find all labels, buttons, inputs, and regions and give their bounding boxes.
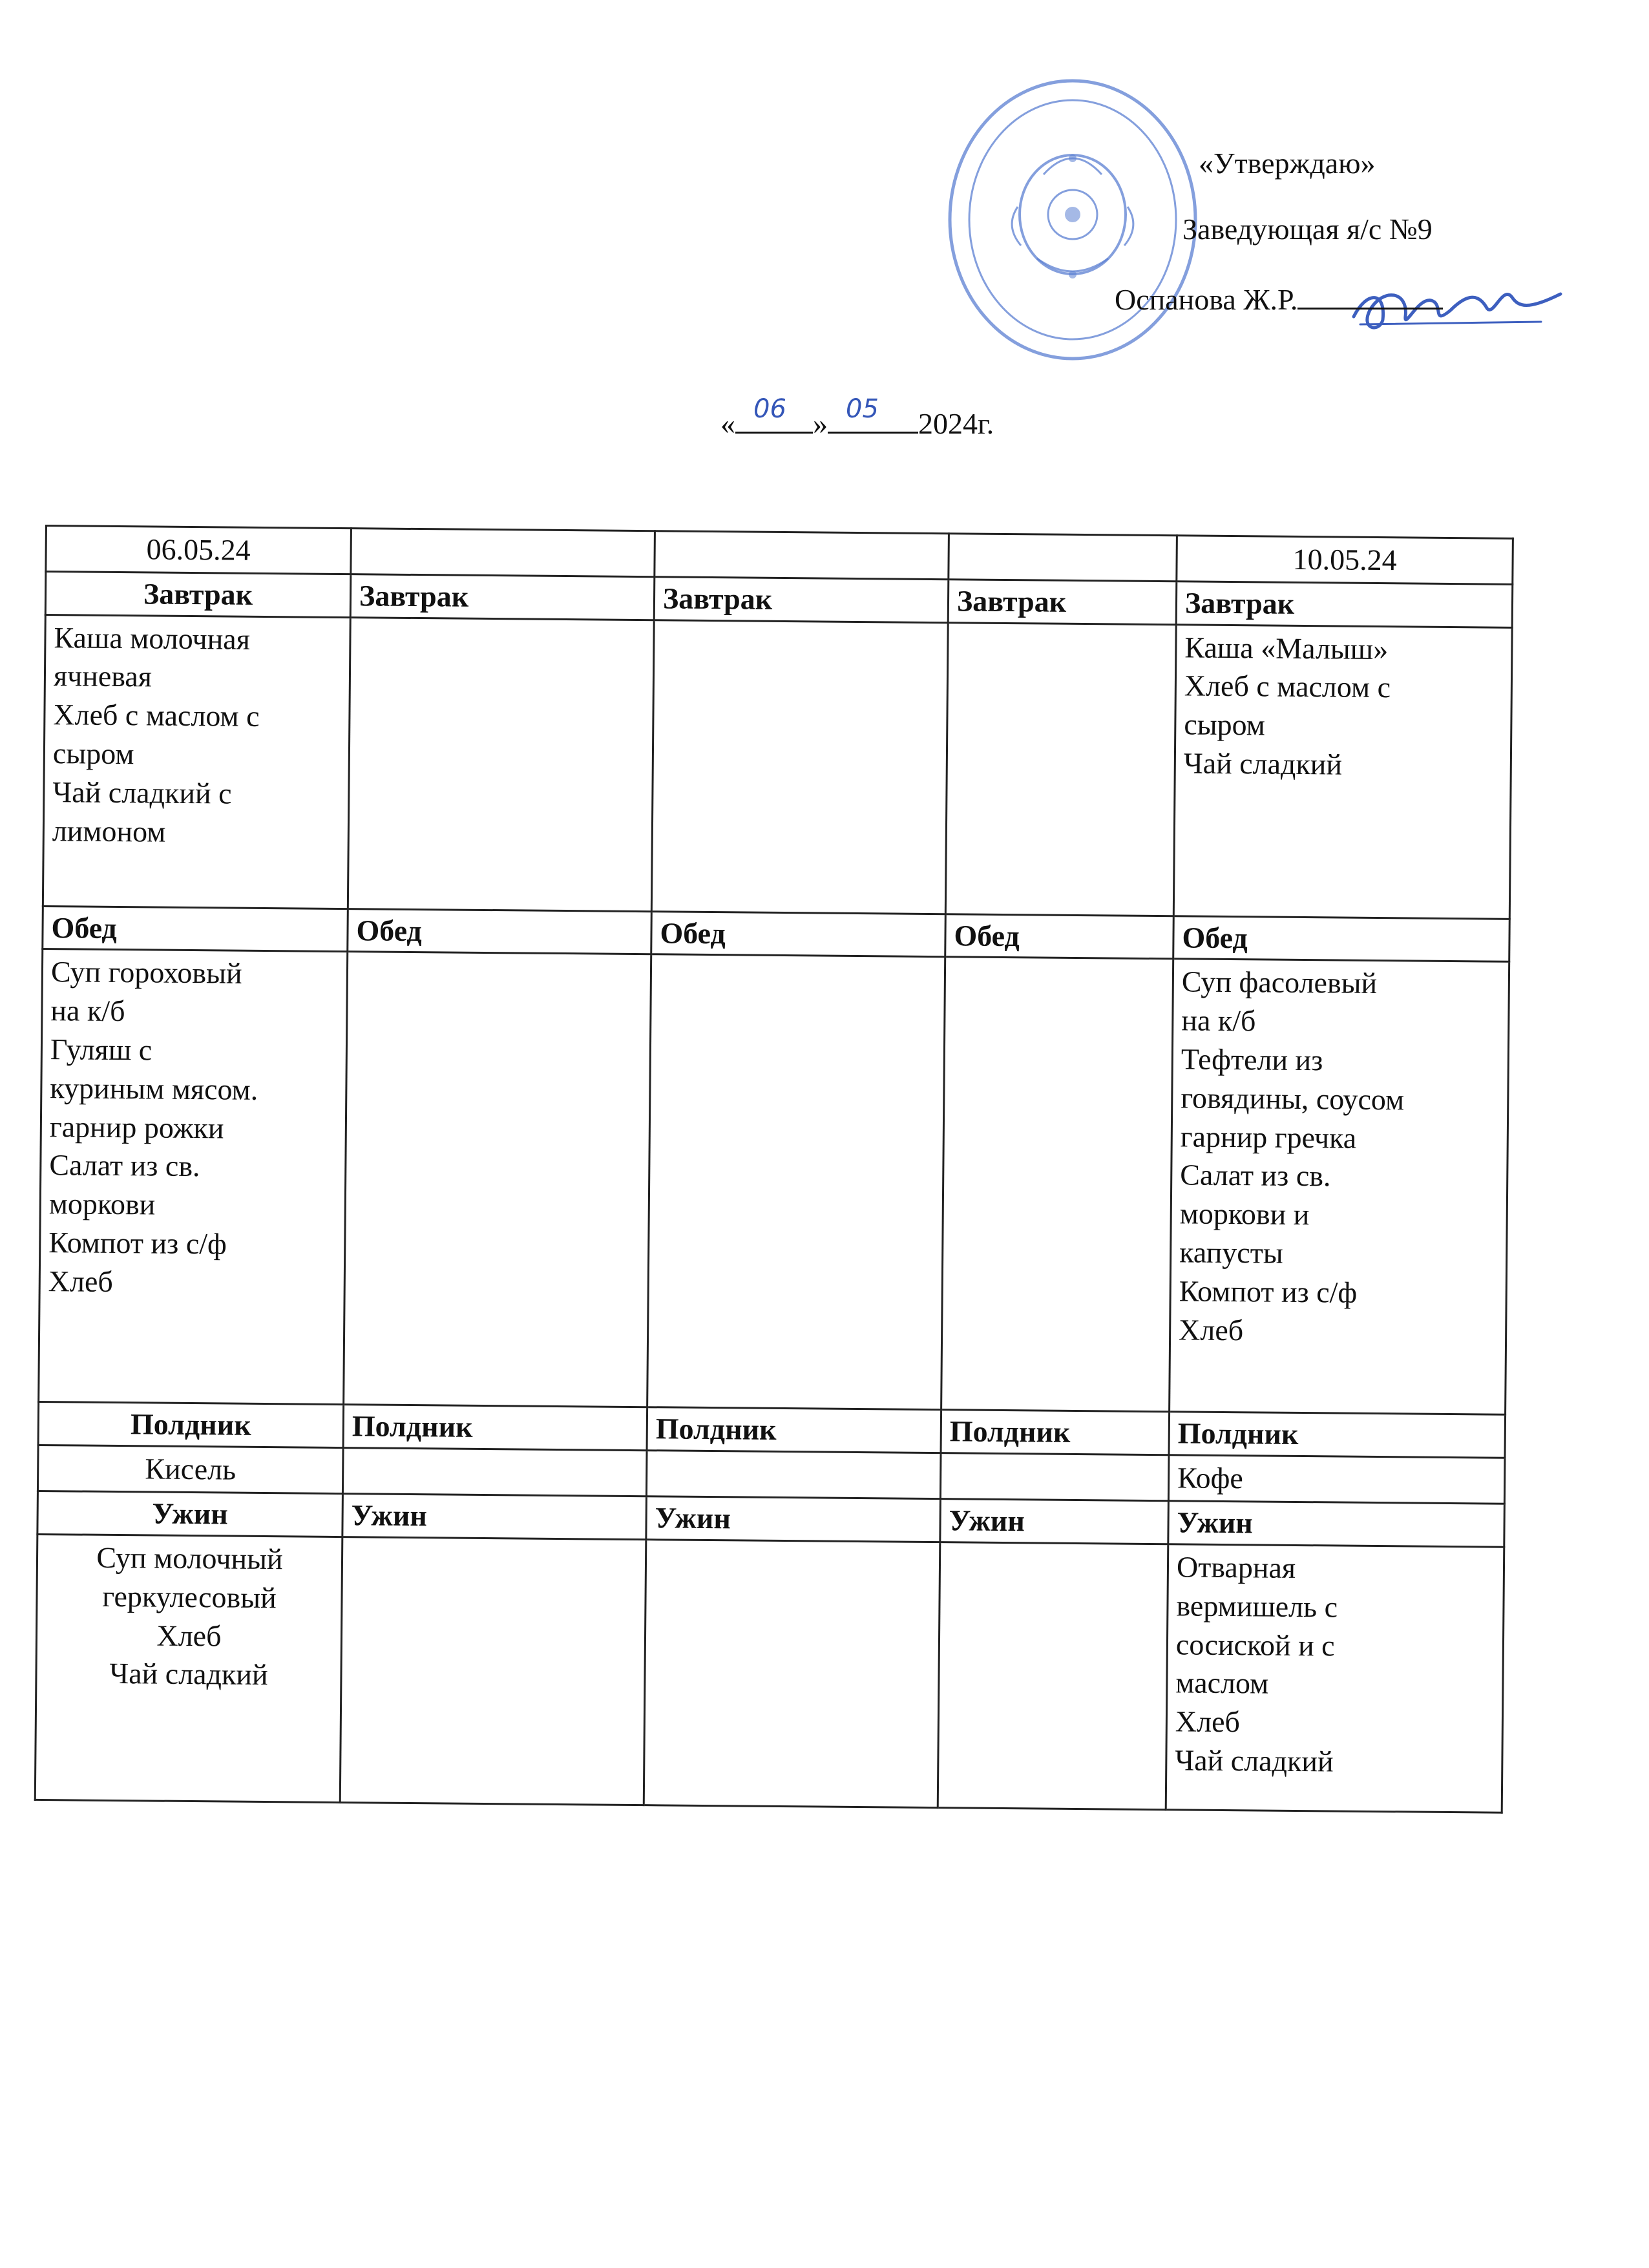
snack-header-4: Полдник [941, 1410, 1170, 1455]
lunch-items-2 [344, 952, 651, 1407]
lunch-items-5: Суп фасолевый на к/б Тефтели из говядины, соусом гарнир гречка Салат из св. моркови и капусты Компот из с/ф Хлеб [1170, 959, 1509, 1415]
breakfast-items-2 [348, 617, 654, 911]
snack-header-5: Полдник [1169, 1412, 1506, 1458]
approval-name-text: Оспанова Ж.Р. [1115, 283, 1298, 316]
lunch-items-4 [941, 957, 1173, 1412]
date-close-quote: » [813, 407, 828, 440]
snack-items-2 [342, 1448, 647, 1496]
breakfast-header-2: Завтрак [350, 574, 655, 620]
date-day-blank [735, 394, 813, 434]
snack-items-5: Кофе [1168, 1455, 1505, 1504]
dinner-items-1: Суп молочный геркулесовый Хлеб Чай сладкий [35, 1534, 342, 1802]
lunch-header-1: Обед [43, 906, 348, 952]
dinner-header-5: Ужин [1168, 1501, 1505, 1547]
breakfast-items-1: Каша молочная ячневая Хлеб с маслом с сыром Чай сладкий с лимоном [43, 614, 350, 908]
date-cell-1: 06.05.24 [46, 526, 352, 574]
date-cell-5: 10.05.24 [1177, 536, 1513, 584]
date-month-handwritten: 05 [846, 394, 879, 424]
lunch-header-2: Обед [348, 908, 652, 954]
snack-items-4 [940, 1453, 1169, 1501]
lunch-items-3 [647, 954, 945, 1410]
lunch-items-1: Суп гороховый на к/б Гуляш с куриным мясом. гарнир рожки Салат из св. моркови Компот из с/ф Хлеб [39, 949, 348, 1405]
breakfast-header-1: Завтрак [45, 571, 351, 617]
lunch-header-4: Обед [945, 914, 1174, 959]
lunch-header-3: Обед [651, 911, 946, 957]
dinner-items-row [35, 1534, 1504, 1812]
date-day-handwritten: 06 [753, 394, 786, 424]
breakfast-items-3 [651, 620, 948, 914]
date-cell-2 [351, 529, 655, 577]
approval-head-name [1115, 284, 1443, 315]
breakfast-items-4 [945, 622, 1176, 916]
breakfast-header-4: Завтрак [948, 579, 1177, 624]
breakfast-header-3: Завтрак [654, 577, 949, 623]
dinner-header-3: Ужин [646, 1496, 941, 1542]
date-month-blank [828, 394, 918, 434]
date-year: 2024г. [918, 407, 994, 440]
date-open-quote: « [720, 407, 735, 440]
date-cell-3 [655, 531, 949, 580]
weekly-menu-table [34, 525, 1514, 1814]
dinner-items-5: Отварная вермишель с сосиской и с маслом Хлеб Чай сладкий [1166, 1544, 1504, 1813]
lunch-header-5: Обед [1173, 916, 1510, 961]
lunch-items-row [39, 949, 1509, 1415]
snack-items-3 [646, 1451, 941, 1499]
breakfast-header-5: Завтрак [1176, 582, 1513, 627]
approval-heading: «Утверждаю» [1199, 147, 1376, 180]
dinner-items-2 [340, 1537, 646, 1805]
dinner-items-4 [938, 1542, 1168, 1810]
dinner-items-3 [644, 1540, 940, 1808]
snack-items-1: Кисель [37, 1445, 343, 1494]
date-cell-4 [949, 534, 1177, 582]
dinner-header-4: Ужин [940, 1499, 1169, 1544]
dinner-header-2: Ужин [342, 1494, 647, 1540]
official-stamp-seal [940, 71, 1212, 368]
snack-header-3: Полдник [647, 1407, 941, 1453]
breakfast-items-5: Каша «Малыш» Хлеб с маслом с сыром Чай сладкий [1173, 624, 1512, 919]
approval-date-line [720, 394, 994, 441]
breakfast-items-row [43, 614, 1512, 919]
snack-header-2: Полдник [343, 1405, 647, 1451]
signature-line [1297, 284, 1443, 310]
approval-head-title: Заведующая я/с №9 [1182, 213, 1433, 246]
snack-header-1: Полдник [38, 1402, 344, 1448]
dinner-header-1: Ужин [37, 1491, 343, 1537]
